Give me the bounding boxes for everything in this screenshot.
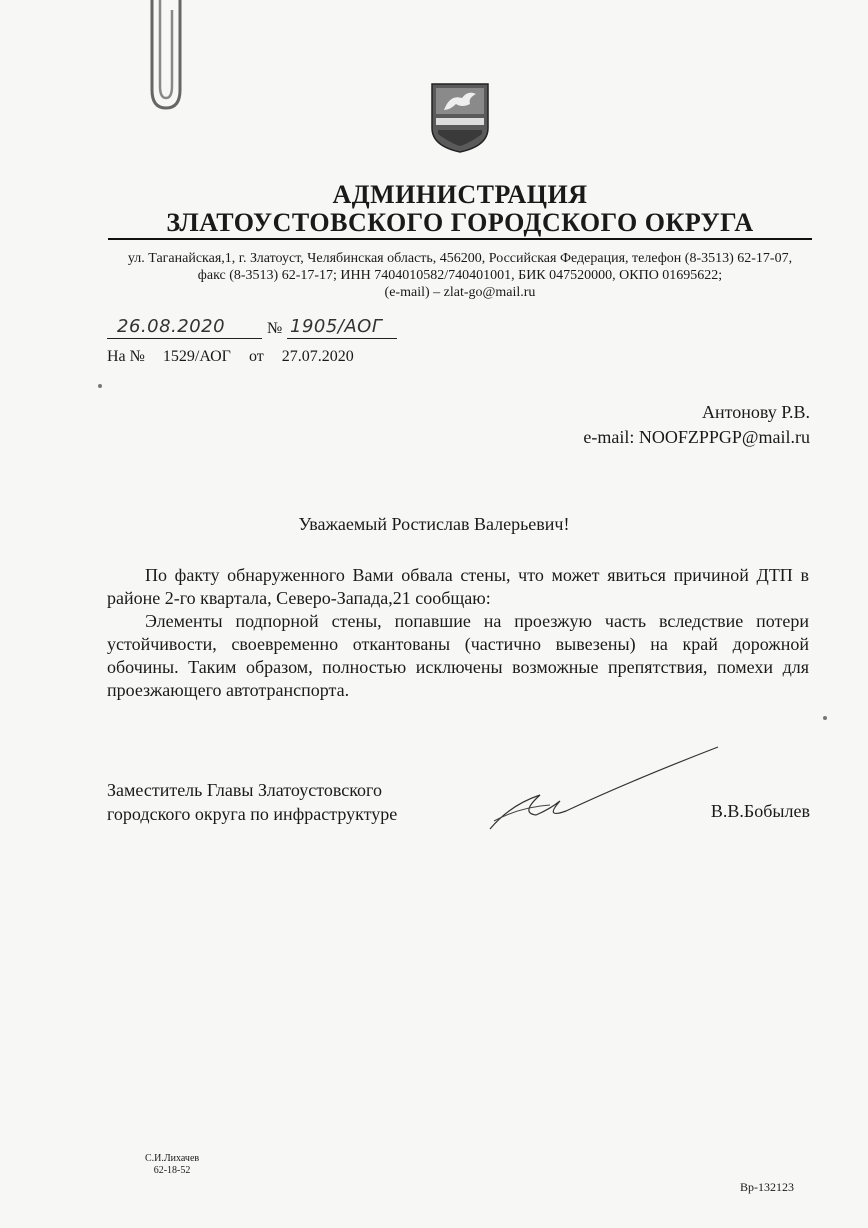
contacts-line: ул. Таганайская,1, г. Златоуст, Челябинская область, 456200, Российская Федерация, телефон (8-3513) 62-17-07, [127, 251, 793, 266]
header-divider [108, 238, 812, 240]
contacts-line: факс (8-3513) 62-17-17; ИНН 7404010582/740401001, БИК 047520000, ОКПО 01695622; [197, 268, 723, 283]
executor-phone: 62-18-52 [153, 1165, 191, 1176]
reference-label: На № [107, 348, 145, 365]
body-paragraph: По факту обнаруженного Вами обвала стены, что может явиться причиной ДТП в районе 2-го квартала, Северо-Запада,21 сообщаю: [107, 565, 809, 608]
number-underline [287, 338, 397, 339]
executor-name: С.И.Лихачев [145, 1153, 200, 1164]
salutation: Уважаемый Ростислав Валерьевич! [298, 514, 570, 534]
number-label: № [267, 320, 283, 337]
addressee-name: Антонову Р.В. [701, 402, 810, 422]
reference-line [107, 348, 368, 366]
outgoing-number: 1905/АОГ [290, 316, 383, 337]
org-title-line1: АДМИНИСТРАЦИЯ [332, 180, 588, 209]
contacts-line: (e-mail) – zlat-go@mail.ru [384, 285, 536, 300]
reference-number: 1529/АОГ [162, 348, 231, 365]
org-title-line2: ЗЛАТОУСТОВСКОГО ГОРОДСКОГО ОКРУГА [166, 208, 754, 237]
signatory-title-line: Заместитель Главы Златоустовского [107, 780, 382, 800]
scan-speck [823, 716, 827, 720]
body-paragraph: Элементы подпорной стены, попавшие на проезжую часть вследствие потери устойчивости, своевременно откантованы (частично вывезены) на край дорожной обочины. Таким образом, полностью исключены возможные препятствия, помехи для проезжающего автотранспорта. [107, 611, 809, 700]
paperclip-icon [130, 0, 190, 115]
addressee-email: e-mail: NOOFZPPGP@mail.ru [583, 427, 810, 447]
signatory-name: В.В.Бобылев [710, 801, 810, 821]
signatory-title-line: городского округа по инфраструктуре [107, 804, 398, 824]
date-underline [107, 338, 262, 339]
scan-speck [98, 384, 102, 388]
signatory-title [107, 778, 397, 826]
document-id: Вр-132123 [740, 1180, 794, 1194]
addressee-block [583, 400, 810, 450]
executor-info [145, 1153, 199, 1177]
letter-body [107, 564, 809, 702]
reference-date: 27.07.2020 [281, 348, 354, 365]
coat-of-arms-icon [428, 80, 492, 154]
handwritten-signature [480, 745, 730, 835]
org-contacts [100, 250, 820, 301]
outgoing-date: 26.08.2020 [117, 316, 226, 337]
reference-from-label: от [248, 348, 264, 365]
